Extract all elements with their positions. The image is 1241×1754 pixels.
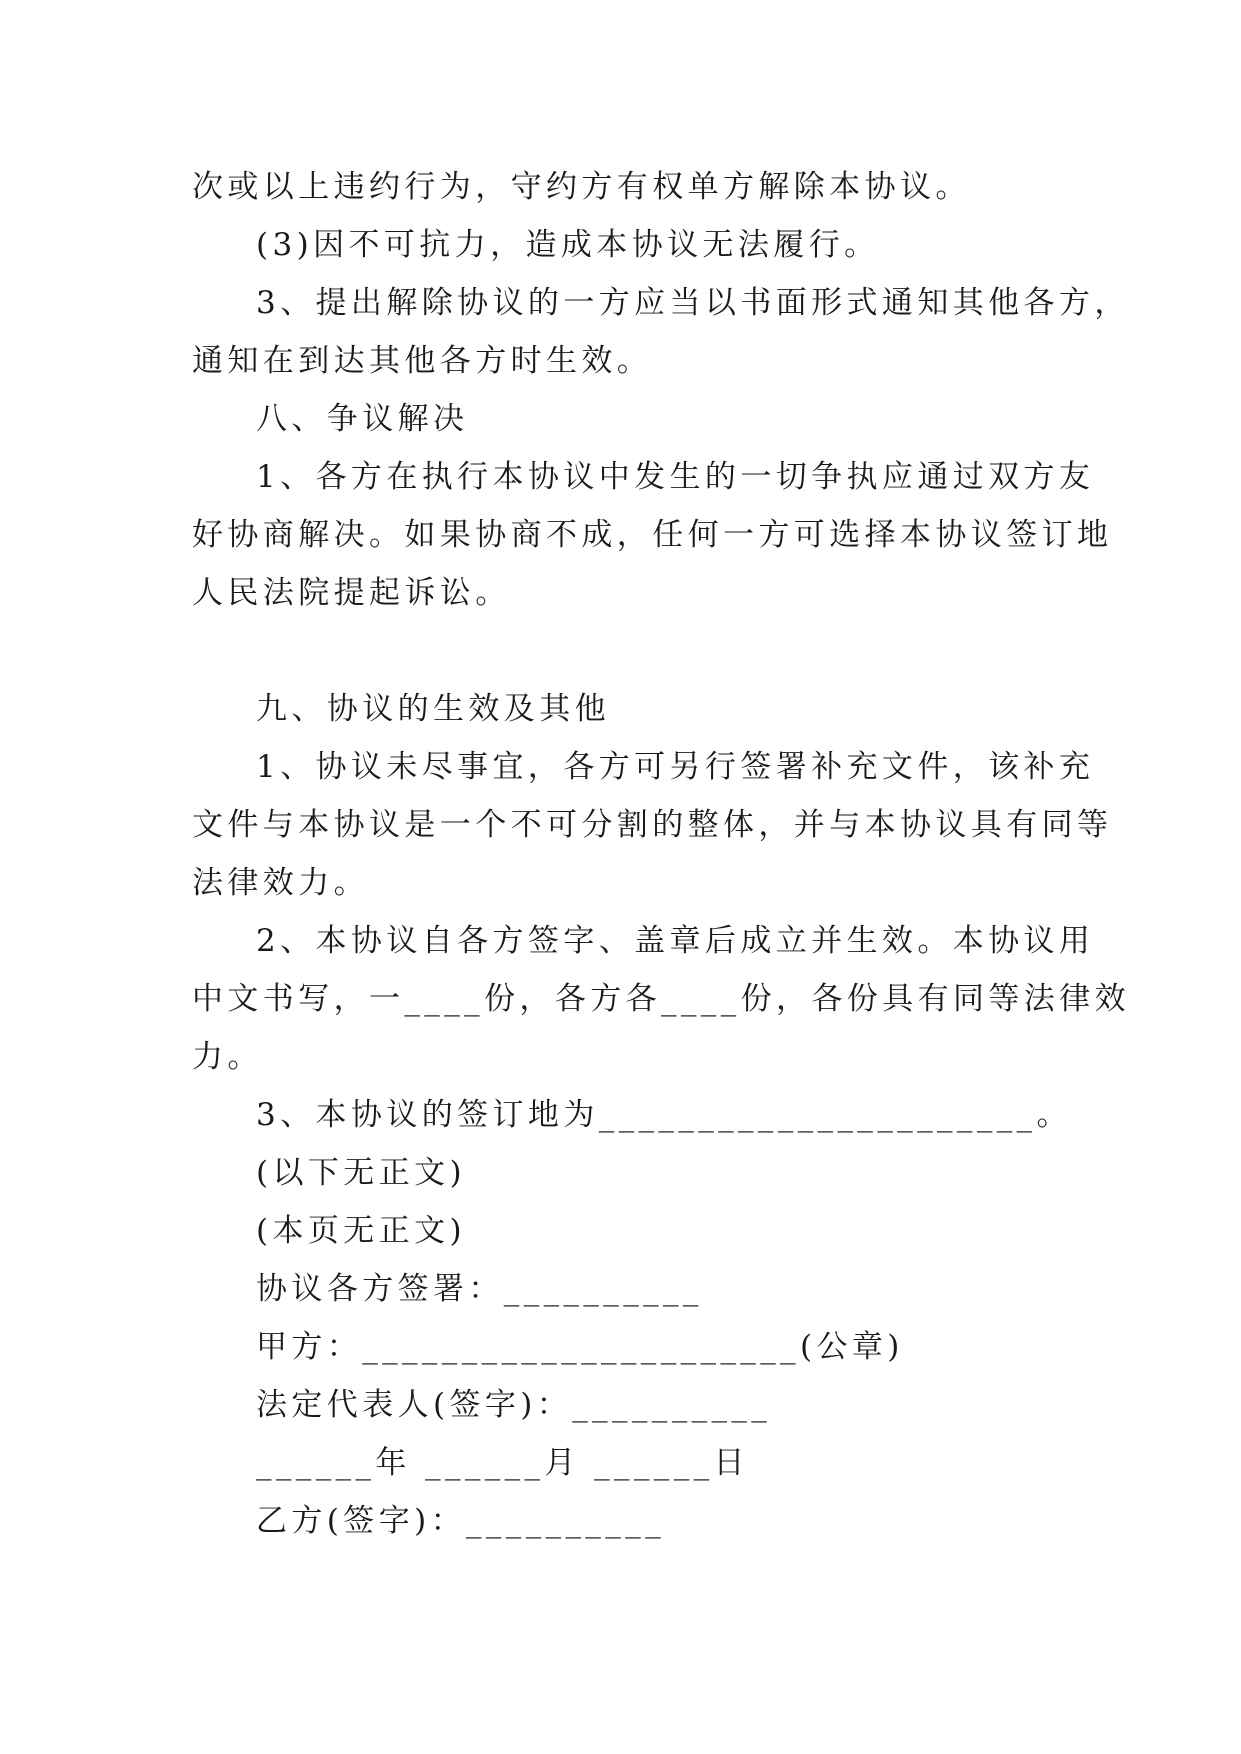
legal-representative-signature-line: 法定代表人(签字)：__________ [256, 1387, 772, 1423]
text-line: 次或以上违约行为，守约方有权单方解除本协议。 [192, 169, 971, 205]
text-line: 3、提出解除协议的一方应当以书面形式通知其他各方， [256, 285, 1130, 321]
date-line: ______年 ______月 ______日 [256, 1445, 749, 1481]
text-line: (以下无正文) [256, 1155, 466, 1191]
blank-line [192, 622, 1072, 680]
text-line: 力。 [192, 1039, 263, 1075]
text-line: 好协商解决。如果协商不成，任何一方可选择本协议签订地 [192, 517, 1113, 553]
text-line: 3、本协议的签订地为______________________。 [256, 1097, 1072, 1133]
text-line: 2、本协议自各方签字、盖章后成立并生效。本协议用 [256, 923, 1095, 959]
signature-line: 协议各方签署：__________ [256, 1271, 703, 1307]
document-body [192, 158, 1130, 1550]
text-line: 1、协议未尽事宜，各方可另行签署补充文件，该补充 [256, 749, 1095, 785]
text-line: 通知在到达其他各方时生效。 [192, 343, 653, 379]
text-line: (3)因不可抗力，造成本协议无法履行。 [256, 227, 880, 263]
party-b-signature-line: 乙方(签字)：__________ [256, 1503, 665, 1539]
text-line: 文件与本协议是一个不可分割的整体，并与本协议具有同等 [192, 807, 1113, 843]
text-line: 人民法院提起诉讼。 [192, 575, 511, 611]
text-line: 1、各方在执行本协议中发生的一切争执应通过双方友 [256, 459, 1095, 495]
section-heading: 八、争议解决 [256, 401, 469, 437]
text-line: 法律效力。 [192, 865, 369, 901]
party-a-signature-line: 甲方：______________________(公章) [256, 1329, 904, 1365]
text-line: 中文书写，一____份，各方各____份，各份具有同等法律效 [192, 981, 1130, 1017]
section-heading: 九、协议的生效及其他 [256, 691, 610, 727]
text-line: (本页无正文) [256, 1213, 466, 1249]
